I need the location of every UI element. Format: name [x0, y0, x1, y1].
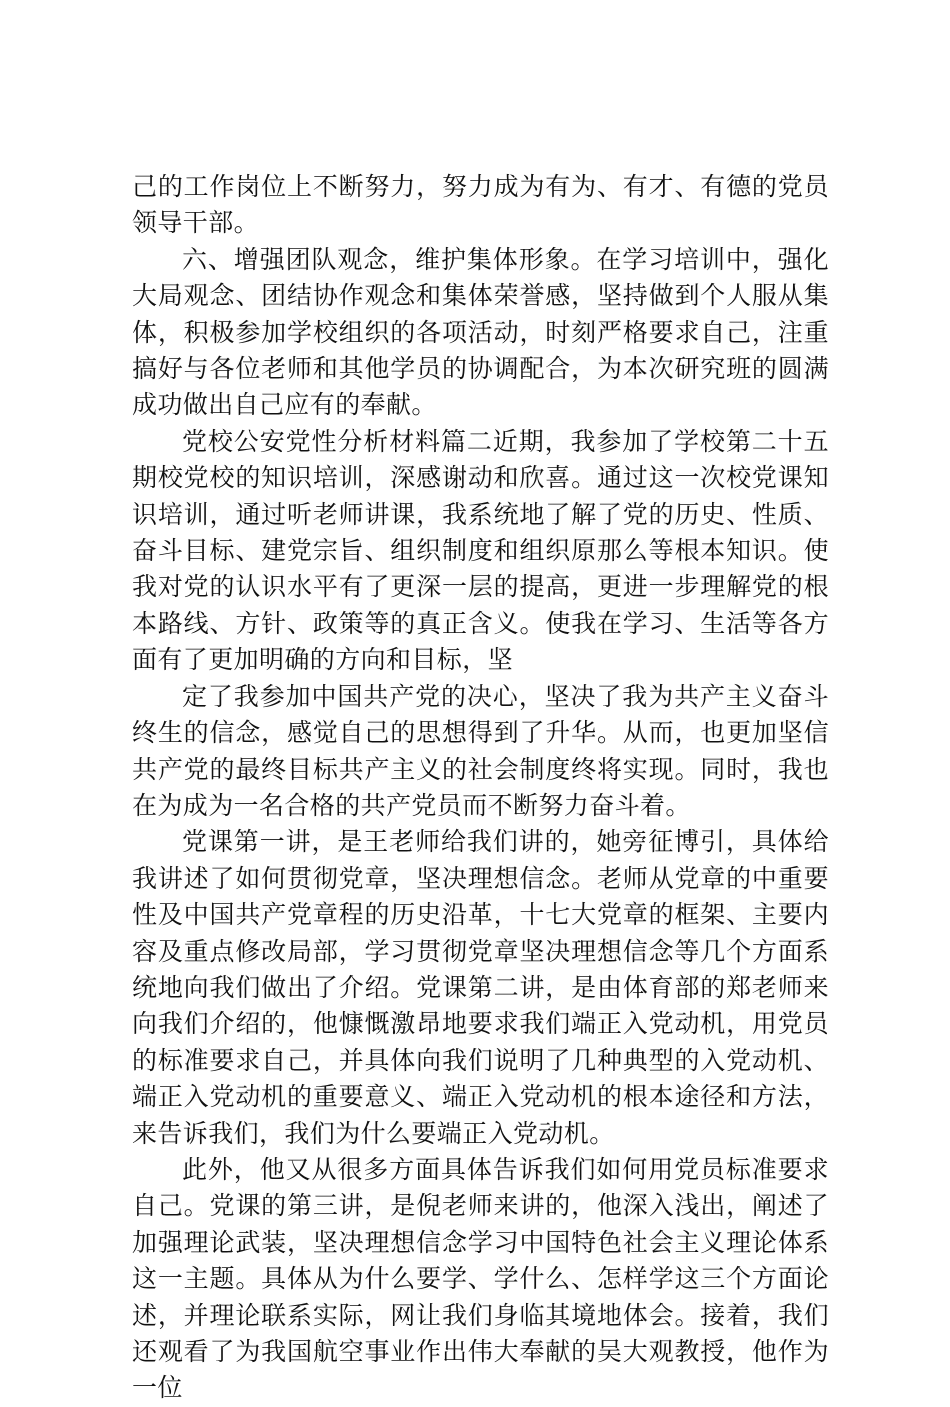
paragraph-continuation: 己的工作岗位上不断努力，努力成为有为、有才、有德的党员领导干部。 — [132, 172, 829, 238]
paragraph-lecture-three: 此外，他又从很多方面具体告诉我们如何用党员标准要求自己。党课的第三讲，是倪老师来讲的，他深入浅出，阐述了加强理论武装，坚决理想信念学习中国特色社会主义理论体系这一主题。具体从为什么要学、学什么、怎样学这三个方面论述，并理论联系实际，网让我们身临其境地体会。接着，我们还观看了为我国航空事业作出伟大奉献的吴大观教授，他作为一位 — [132, 1154, 829, 1403]
paragraph-team-spirit: 六、增强团队观念，维护集体形象。在学习培训中，强化大局观念、团结协作观念和集体荣誉感，坚持做到个人服从集体，积极参加学校组织的各项活动，时刻严格要求自己，注重搞好与各位老师和其他学员的协调配合，为本次研究班的圆满成功做出自己应有的奉献。 — [132, 244, 829, 420]
document-body — [132, 169, 829, 1407]
paragraph-determination: 定了我参加中国共产党的决心，坚决了我为共产主义奋斗终生的信念，感觉自己的思想得到了升华。从而，也更加坚信共产党的最终目标共产主义的社会制度终将实现。同时，我也在为成为一名合格的共产党员而不断努力奋斗着。 — [132, 681, 829, 820]
paragraph-party-school-intro: 党校公安党性分析材料篇二近期，我参加了学校第二十五期校党校的知识培训，深感谢动和欣喜。通过这一次校党课知识培训，通过听老师讲课，我系统地了解了党的历史、性质、奋斗目标、建党宗旨、组织制度和组织原那么等根本知识。使我对党的认识水平有了更深一层的提高，更进一步理解党的根本路线、方针、政策等的真正含义。使我在学习、生活等各方面有了更加明确的方向和目标，坚 — [132, 426, 829, 675]
paragraph-lectures-one-two: 党课第一讲，是王老师给我们讲的，她旁征博引，具体给我讲述了如何贯彻党章，坚决理想信念。老师从党章的中重要性及中国共产党章程的历史沿革，十七大党章的框架、主要内容及重点修改局部，学习贯彻党章坚决理想信念等几个方面系统地向我们做出了介绍。党课第二讲，是由体育部的郑老师来向我们介绍的，他慷慨激昂地要求我们端正入党动机，用党员的标准要求自己，并具体向我们说明了几种典型的入党动机、端正入党动机的重要意义、端正入党动机的根本途径和方法，来告诉我们，我们为什么要端正入党动机。 — [132, 827, 829, 1148]
